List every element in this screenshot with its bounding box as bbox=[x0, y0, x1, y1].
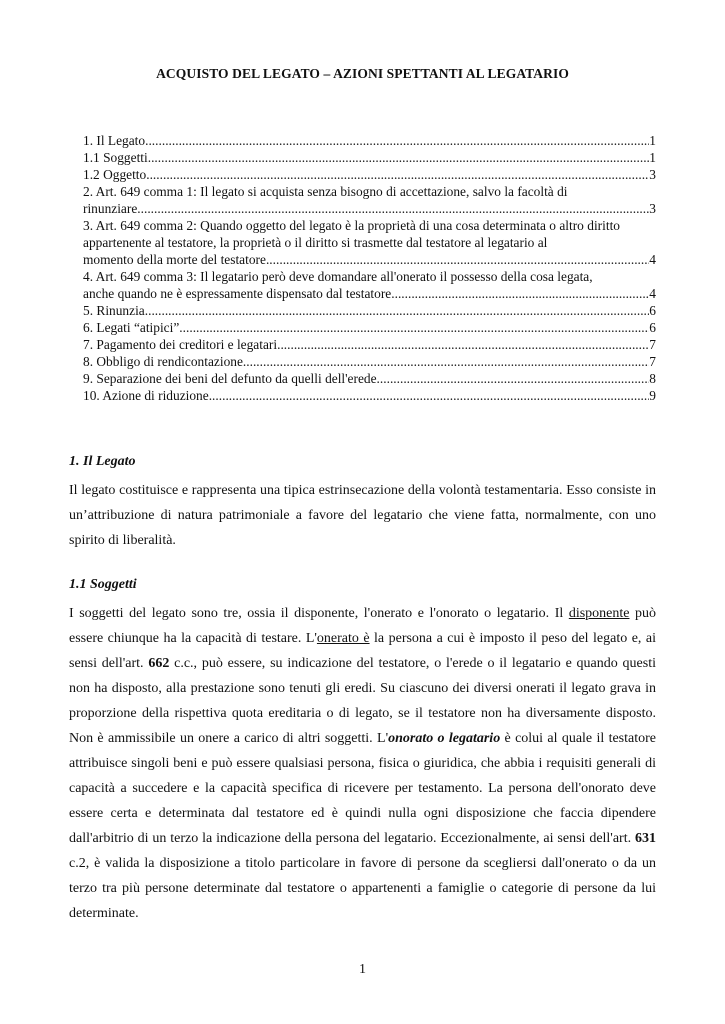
text-run: c.2, è valida la disposizione a titolo particolare in favore di persone da scegliersi dall'onerato o da un terzo tra più persone determinate dal testatore o appartenenti a famiglie o categorie di persone da lui determinate. bbox=[69, 856, 656, 921]
toc-entry[interactable] bbox=[83, 149, 656, 166]
text-run: è colui al quale il testatore attribuisce singoli beni e può essere qualsiasi persona, fisica o giuridica, che abbia i requisiti generali di capacità a succedere e la capacità specifica di ricevere per testamento. La persona dell'onorato deve essere certa e determinata dal testatore ed è quindi nulla ogni disposizione che faccia dipendere dall'arbitrio di un terzo la indicazione della persona del legatario. Eccezionalmente, ai sensi dell'art. bbox=[69, 731, 656, 846]
toc-entry[interactable] bbox=[83, 370, 656, 387]
toc-leader bbox=[148, 149, 650, 166]
toc-entry-title-line: rinunziare. bbox=[83, 201, 141, 216]
toc-leader bbox=[209, 387, 650, 404]
text-run: può essere chiunque ha la capacità di testare. L' bbox=[69, 606, 657, 646]
toc-entry[interactable] bbox=[83, 166, 656, 183]
toc-entry[interactable] bbox=[83, 336, 656, 353]
toc-entry-page: 6 bbox=[649, 303, 656, 318]
toc-leader bbox=[145, 132, 649, 149]
toc-leader bbox=[243, 353, 649, 370]
toc-entry[interactable] bbox=[83, 217, 656, 268]
toc-entry-page: 3 bbox=[649, 201, 656, 216]
toc-entry-page: 6 bbox=[649, 320, 656, 335]
toc-entry-page: 7 bbox=[649, 337, 656, 352]
document-body bbox=[69, 454, 656, 926]
toc-entry-title: 1.2 Oggetto bbox=[83, 167, 147, 182]
section-heading: 1. Il Legato bbox=[69, 454, 136, 469]
toc-entry[interactable] bbox=[83, 268, 656, 302]
toc-entry-title: 1. Il Legato bbox=[83, 133, 146, 148]
bold-italic-term: onorato o legatario bbox=[388, 731, 501, 746]
section-heading: 1.1 Soggetti bbox=[69, 577, 137, 592]
toc-entry-title: 8. Obbligo di rendicontazione bbox=[83, 354, 243, 369]
toc-leader bbox=[179, 319, 649, 336]
table-of-contents bbox=[83, 132, 656, 404]
toc-entry-page: 4 bbox=[649, 252, 656, 267]
document-title: ACQUISTO DEL LEGATO – AZIONI SPETTANTI AL LEGATARIO bbox=[156, 66, 569, 81]
toc-entry-title: 10. Azione di riduzione bbox=[83, 388, 209, 403]
toc-leader bbox=[377, 370, 650, 387]
bold-article-number: 662 bbox=[148, 656, 170, 671]
toc-leader bbox=[141, 200, 650, 217]
toc-entry-title: 9. Separazione dei beni del defunto da quelli dell'erede bbox=[83, 371, 377, 386]
toc-entry[interactable] bbox=[83, 353, 656, 370]
toc-leader bbox=[395, 285, 650, 302]
toc-entry-title: 6. Legati “atipici” bbox=[83, 320, 180, 335]
toc-entry-page: 4 bbox=[649, 286, 656, 301]
bold-article-number: 631 bbox=[635, 831, 656, 846]
toc-entry-page: 1 bbox=[649, 150, 656, 165]
toc-entry-page: 8 bbox=[649, 371, 656, 386]
toc-entry-page: 7 bbox=[649, 354, 656, 369]
text-run: c.c., può essere, su indicazione del testatore, o l'erede o il legatario e quando questi non ha disposto, alla prestazione sono tenuti gli eredi. Su ciascuno dei diversi onerati il legato grava in proporzione della rispettiva quota ereditaria o di legato, se il testatore non ha diversamente disposto. Non è ammissibile un onere a carico di altri soggetti. L' bbox=[69, 656, 656, 746]
toc-leader bbox=[269, 251, 649, 268]
toc-entry-title-line: anche quando ne è espressamente dispensato dal testatore. bbox=[83, 286, 395, 301]
toc-entry-title: 7. Pagamento dei creditori e legatari bbox=[83, 337, 278, 352]
toc-entry-page: 3 bbox=[649, 167, 656, 182]
toc-entry-title: 5. Rinunzia bbox=[83, 303, 145, 318]
section-paragraph bbox=[69, 601, 656, 926]
text-run: I soggetti del legato sono tre, ossia il disponente, l'onerato e l'onorato o legatario. Il bbox=[69, 606, 569, 621]
toc-leader bbox=[145, 302, 650, 319]
toc-entry[interactable] bbox=[83, 319, 656, 336]
toc-entry-title-line: diritto appartenente al testatore, la proprietà o il diritto si trasmette dal testatore al legatario al bbox=[83, 218, 620, 250]
text-run: la persona a cui è imposto il peso del legato e, ai sensi dell'art. bbox=[69, 631, 656, 671]
toc-leader bbox=[146, 166, 649, 183]
toc-entry-title-line: 3. Art. 649 comma 2: Quando oggetto del legato è la proprietà di una cosa determinata o altro bbox=[83, 218, 584, 233]
toc-entry-page: 9 bbox=[649, 388, 656, 403]
underlined-term: disponente bbox=[568, 606, 630, 621]
section-paragraph: Il legato costituisce e rappresenta una tipica estrinsecazione della volontà testamentaria. Esso consiste in un’attribuzione di natura patrimoniale a favore del legatario che viene fatta, normalmente, con uno spirito di liberalità. bbox=[69, 483, 656, 548]
toc-entry-title-line: 2. Art. 649 comma 1: Il legato si acquista senza bisogno di accettazione, salvo la facoltà di bbox=[83, 184, 568, 199]
toc-entry[interactable] bbox=[83, 183, 656, 217]
toc-entry[interactable] bbox=[83, 302, 656, 319]
page-number: 1 bbox=[359, 962, 366, 977]
toc-entry-title-line: 4. Art. 649 comma 3: Il legatario però deve domandare all'onerato il possesso della cosa legata, bbox=[83, 269, 593, 284]
toc-leader bbox=[277, 336, 649, 353]
toc-entry-title: 1.1 Soggetti bbox=[83, 150, 148, 165]
toc-entry[interactable] bbox=[83, 387, 656, 404]
underlined-term: onerato è bbox=[316, 631, 370, 646]
toc-entry-page: 1 bbox=[649, 133, 656, 148]
toc-entry-title-line: momento della morte del testatore. bbox=[83, 252, 270, 267]
toc-entry[interactable] bbox=[83, 132, 656, 149]
